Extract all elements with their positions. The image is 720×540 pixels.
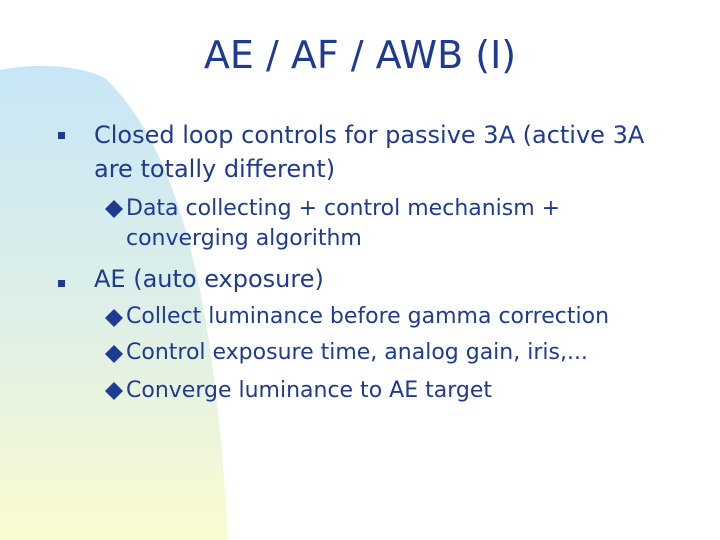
bullet-square-icon — [58, 132, 65, 139]
sub-bullet-text: Data collecting + control mechanism + converging algorithm — [126, 196, 561, 251]
slide-title: AE / AF / AWB (I) — [203, 33, 517, 77]
sub-bullet-text: Converge luminance to AE target — [126, 378, 492, 403]
diamond-bullet-icon — [103, 380, 125, 402]
sub-bullet-text: Collect luminance before gamma correction — [126, 304, 610, 329]
sub-bullet-text: Control exposure time, analog gain, iris,... — [126, 340, 588, 365]
bullet-text: Closed loop controls for passive 3A (active 3A are totally different) — [94, 121, 645, 183]
bullet-text: AE (auto exposure) — [94, 265, 324, 293]
diamond-bullet-icon — [103, 307, 125, 329]
diamond-bullet-icon — [103, 198, 125, 220]
diamond-bullet-icon — [103, 343, 125, 365]
bullet-square-icon — [58, 280, 65, 287]
